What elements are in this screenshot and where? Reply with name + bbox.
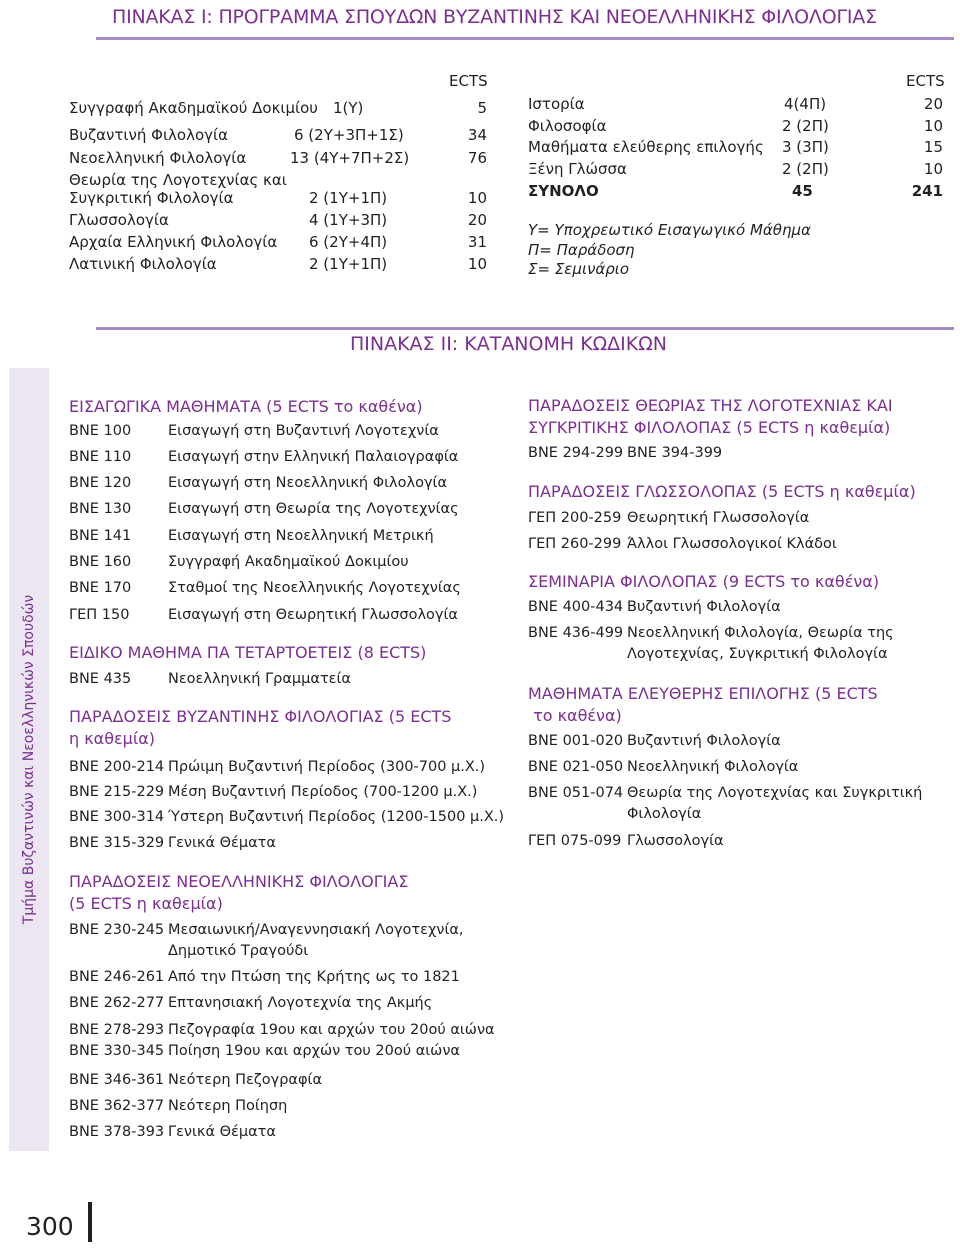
course-description: Νεοελληνική Γραμματεία bbox=[168, 671, 351, 687]
sidebar-label: Τμήμα Βυζαντινών και Νεοελληνικών Σπουδών bbox=[21, 594, 37, 925]
course-description: Πρώιμη Βυζαντινή Περίοδος (300-700 μ.Χ.) bbox=[168, 759, 486, 775]
course-code: ΒΝΕ 246-261 bbox=[69, 969, 165, 985]
course-count: 6 (2Υ+4Π) bbox=[309, 233, 388, 251]
ects-value: 76 bbox=[467, 149, 487, 167]
ects-value: 20 bbox=[923, 95, 943, 113]
course-count: 2 (2Π) bbox=[782, 160, 829, 178]
section-title: η καθεμία) bbox=[69, 729, 156, 748]
course-area: Συγκριτική Φιλολογία bbox=[69, 189, 234, 207]
course-area: Βυζαντινή Φιλολογία bbox=[69, 126, 228, 144]
course-code: ΓΕΠ 200-259 bbox=[528, 510, 622, 526]
course-code: ΒΝΕ 400-434 bbox=[528, 599, 624, 615]
course-code: ΒΝΕ 435 bbox=[69, 671, 132, 687]
course-code: ΒΝΕ 215-229 bbox=[69, 784, 165, 800]
course-description: Θεωρητική Γλωσσολογία bbox=[627, 510, 810, 526]
legend-item: Υ= Υποχρεωτικό Εισαγωγικό Μάθημα bbox=[528, 221, 811, 239]
course-code: ΒΝΕ 120 bbox=[69, 475, 132, 491]
course-code: ΒΝΕ 160 bbox=[69, 554, 132, 570]
course-area: Γλωσσολογία bbox=[69, 211, 169, 229]
course-count: 4 (1Υ+3Π) bbox=[309, 211, 388, 229]
course-area: Συγγραφή Ακαδημαϊκού Δοκιμίου bbox=[69, 99, 318, 117]
section-title: (5 ECTS η καθεμία) bbox=[69, 894, 223, 913]
section-title: ΠΑΡΑΔΟΣΕΙΣ ΓΛΩΣΣΟΛΟΠΑΣ (5 ECTS η καθεμία) bbox=[528, 482, 916, 501]
course-code: ΒΝΕ 330-345 bbox=[69, 1043, 165, 1059]
course-description: Νεότερη Πεζογραφία bbox=[168, 1072, 322, 1088]
course-count: 2 (1Υ+1Π) bbox=[309, 255, 388, 273]
ects-value: 5 bbox=[477, 99, 487, 117]
course-count: 2 (1Υ+1Π) bbox=[309, 189, 388, 207]
course-code: ΒΝΕ 051-074 bbox=[528, 785, 624, 801]
course-description: Εισαγωγή στη Βυζαντινή Λογοτεχνία bbox=[168, 423, 439, 439]
legend-item: Π= Παράδοση bbox=[528, 241, 635, 259]
course-code: ΒΝΕ 300-314 bbox=[69, 809, 165, 825]
course-description: Δημοτικό Τραγούδι bbox=[168, 943, 309, 959]
course-description: Ύστερη Βυζαντινή Περίοδος (1200-1500 μ.Χ.) bbox=[168, 809, 505, 825]
course-description: Σταθμοί της Νεοελληνικής Λογοτεχνίας bbox=[168, 580, 461, 596]
course-area: Θεωρία της Λογοτεχνίας και bbox=[69, 171, 287, 189]
course-description: Μέση Βυζαντινή Περίοδος (700-1200 μ.Χ.) bbox=[168, 784, 478, 800]
course-description: Συγγραφή Ακαδημαϊκού Δοκιμίου bbox=[168, 554, 409, 570]
course-description: Εισαγωγή στη Θεωρία της Λογοτεχνίας bbox=[168, 501, 459, 517]
course-description: Νεοελληνική Φιλολογία, Θεωρία της bbox=[627, 625, 894, 641]
course-code: ΒΝΕ 378-393 bbox=[69, 1124, 165, 1140]
course-code: ΒΝΕ 130 bbox=[69, 501, 132, 517]
course-area: Λατινική Φιλολογία bbox=[69, 255, 217, 273]
ects-value: 10 bbox=[467, 189, 487, 207]
course-description: Εισαγωγή στη Νεοελληνική Μετρική bbox=[168, 528, 434, 544]
course-code: ΒΝΕ 100 bbox=[69, 423, 132, 439]
ects-value: 20 bbox=[467, 211, 487, 229]
course-description: ΒΝΕ 394-399 bbox=[627, 445, 723, 461]
course-count: 3 (3Π) bbox=[782, 138, 829, 156]
ects-header-right: ECTS bbox=[906, 72, 945, 90]
course-count: 2 (2Π) bbox=[782, 117, 829, 135]
total-ects: 241 bbox=[911, 182, 943, 200]
page-number: 300 bbox=[26, 1212, 74, 1241]
course-code: ΒΝΕ 170 bbox=[69, 580, 132, 596]
section-title: ΕΙΔΙΚΟ ΜΑΘΗΜΑ ΠΑ ΤΕΤΑΡΤΟΕΤΕΙΣ (8 ECTS) bbox=[69, 643, 427, 662]
ects-value: 34 bbox=[467, 126, 487, 144]
course-description: Νεότερη Ποίηση bbox=[168, 1098, 288, 1114]
course-code: ΒΝΕ 294-299 bbox=[528, 445, 624, 461]
course-code: ΒΝΕ 141 bbox=[69, 528, 132, 544]
page-title: ΠΙΝΑΚΑΣ Ι: ΠΡΟΓΡΑΜΜΑ ΣΠΟΥΔΩΝ ΒΥΖΑΝΤΙΝΗΣ ΚΑΙ ΝΕΟΕΛΛΗΝΙΚΗΣ ΦΙΛΟΛΟΓΙΑΣ bbox=[112, 6, 877, 28]
course-count: 4(4Π) bbox=[784, 95, 827, 113]
course-description: Εισαγωγή στην Ελληνική Παλαιογραφία bbox=[168, 449, 459, 465]
course-description: Επτανησιακή Λογοτεχνία της Ακμής bbox=[168, 995, 433, 1011]
course-description: Από την Πτώση της Κρήτης ως το 1821 bbox=[168, 969, 460, 985]
course-description: Άλλοι Γλωσσολογικοί Κλάδοι bbox=[627, 536, 837, 552]
course-code: ΒΝΕ 110 bbox=[69, 449, 132, 465]
course-description: Νεοελληνική Φιλολογία bbox=[627, 759, 799, 775]
course-description: Εισαγωγή στη Νεοελληνική Φιλολογία bbox=[168, 475, 448, 491]
header-rule bbox=[96, 37, 954, 40]
course-description: Φιλολογία bbox=[627, 806, 702, 822]
course-code: ΓΕΠ 150 bbox=[69, 607, 130, 623]
course-code: ΓΕΠ 260-299 bbox=[528, 536, 622, 552]
course-description: Βυζαντινή Φιλολογία bbox=[627, 599, 781, 615]
course-description: Γενικά Θέματα bbox=[168, 1124, 276, 1140]
course-code: ΒΝΕ 262-277 bbox=[69, 995, 165, 1011]
course-description: Ποίηση 19ου και αρχών του 20ού αιώνα bbox=[168, 1043, 460, 1059]
course-description: Βυζαντινή Φιλολογία bbox=[627, 733, 781, 749]
section-title: ΣΥΓΚΡΙΤΙΚΗΣ ΦΙΛΟΛΟΠΑΣ (5 ECTS η καθεμία) bbox=[528, 418, 891, 437]
ects-value: 31 bbox=[467, 233, 487, 251]
course-code: ΒΝΕ 346-361 bbox=[69, 1072, 165, 1088]
course-count: 6 (2Υ+3Π+1Σ) bbox=[294, 126, 404, 144]
page-divider bbox=[88, 1202, 92, 1242]
course-description: Πεζογραφία 19ου και αρχών του 20ού αιώνα bbox=[168, 1022, 495, 1038]
course-code: ΒΝΕ 021-050 bbox=[528, 759, 624, 775]
ects-value: 10 bbox=[467, 255, 487, 273]
section-title: ΠΑΡΑΔΟΣΕΙΣ ΒΥΖΑΝΤΙΝΗΣ ΦΙΛΟΛΟΓΙΑΣ (5 ECTS bbox=[69, 707, 452, 726]
legend-item: Σ= Σεμινάριο bbox=[528, 260, 630, 278]
course-code: ΒΝΕ 436-499 bbox=[528, 625, 624, 641]
total-label: ΣΥΝΟΛΟ bbox=[528, 182, 599, 200]
table2-title: ΠΙΝΑΚΑΣ ΙΙ: ΚΑΤΑΝΟΜΗ ΚΩΔΙΚΩΝ bbox=[350, 333, 667, 355]
course-area: Ιστορία bbox=[528, 95, 585, 113]
course-area: Αρχαία Ελληνική Φιλολογία bbox=[69, 233, 278, 251]
course-code: ΒΝΕ 200-214 bbox=[69, 759, 165, 775]
course-description: Θεωρία της Λογοτεχνίας και Συγκριτική bbox=[627, 785, 923, 801]
sidebar-band bbox=[9, 368, 49, 1151]
ects-value: 10 bbox=[923, 160, 943, 178]
course-description: Γλωσσολογία bbox=[627, 833, 724, 849]
section-title: ΣΕΜΙΝΑΡΙΑ ΦΙΛΟΛΟΠΑΣ (9 ECTS το καθένα) bbox=[528, 572, 880, 591]
course-code: ΒΝΕ 362-377 bbox=[69, 1098, 165, 1114]
table2-rule bbox=[96, 327, 954, 330]
course-description: Λογοτεχνίας, Συγκριτική Φιλολογία bbox=[627, 646, 888, 662]
course-area: Μαθήματα ελεύθερης επιλογής bbox=[528, 138, 764, 156]
course-description: Μεσαιωνική/Αναγεννησιακή Λογοτεχνία, bbox=[168, 922, 464, 938]
section-title: ΜΑΘΗΜΑΤΑ ΕΛΕΥΘΕΡΗΣ ΕΠΙΛΟΓΗΣ (5 ECTS bbox=[528, 684, 878, 703]
ects-header-left: ECTS bbox=[449, 72, 488, 90]
course-area: Ξένη Γλώσσα bbox=[528, 160, 627, 178]
section-title: ΕΙΣΑΓΩΓΙΚΑ ΜΑΘΗΜΑΤΑ (5 ECTS το καθένα) bbox=[69, 397, 423, 416]
course-code: ΒΝΕ 001-020 bbox=[528, 733, 624, 749]
course-code: ΓΕΠ 075-099 bbox=[528, 833, 622, 849]
course-description: Γενικά Θέματα bbox=[168, 835, 276, 851]
ects-value: 10 bbox=[923, 117, 943, 135]
course-count: 1(Υ) bbox=[333, 99, 364, 117]
section-title: ΠΑΡΑΔΟΣΕΙΣ ΝΕΟΕΛΛΗΝΙΚΗΣ ΦΙΛΟΛΟΓΙΑΣ bbox=[69, 872, 409, 891]
ects-value: 15 bbox=[923, 138, 943, 156]
course-count: 13 (4Υ+7Π+2Σ) bbox=[290, 149, 410, 167]
course-area: Νεοελληνική Φιλολογία bbox=[69, 149, 247, 167]
course-code: ΒΝΕ 278-293 bbox=[69, 1022, 165, 1038]
course-code: ΒΝΕ 230-245 bbox=[69, 922, 165, 938]
section-title: ΠΑΡΑΔΟΣΕΙΣ ΘΕΩΡΙΑΣ ΤΗΣ ΛΟΓΟΤΕΧΝΙΑΣ ΚΑΙ bbox=[528, 396, 893, 415]
course-code: ΒΝΕ 315-329 bbox=[69, 835, 165, 851]
section-title: το καθένα) bbox=[528, 706, 622, 725]
course-description: Εισαγωγή στη Θεωρητική Γλωσσολογία bbox=[168, 607, 458, 623]
total-courses: 45 bbox=[792, 182, 813, 200]
course-area: Φιλοσοφία bbox=[528, 117, 607, 135]
